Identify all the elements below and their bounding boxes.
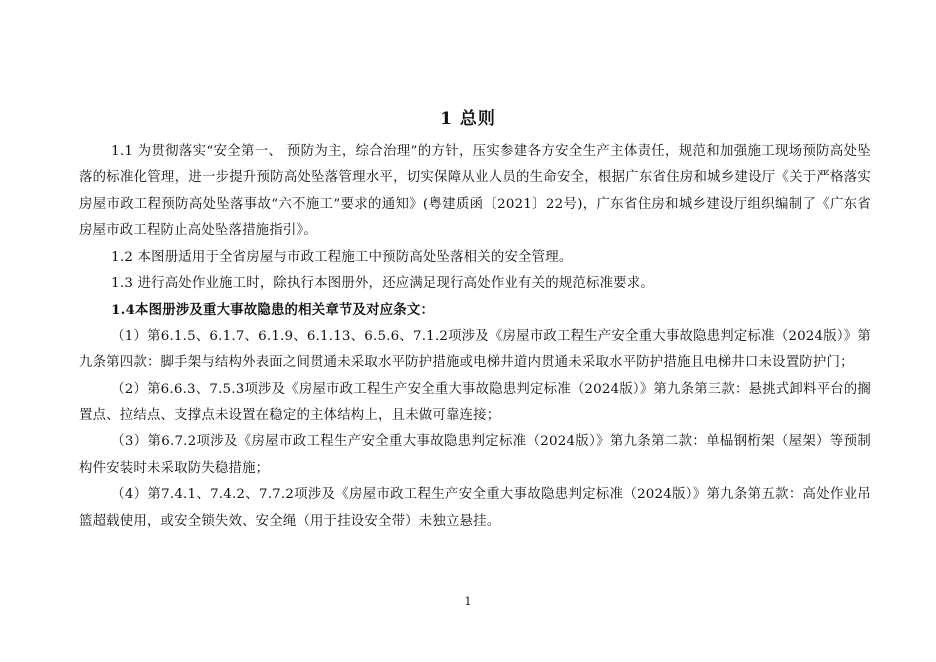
list-item-2: （2）第6.6.3、7.5.3项涉及《房屋市政工程生产安全重大事故隐患判定标准（2024版）》第九条第三款：悬挑式卸料平台的搁置点、拉结点、支撑点未设置在稳定的主体结构上，且未做可靠连接； <box>79 381 871 424</box>
section-title: 1 总则 <box>440 109 496 129</box>
list-item-1: （1）第6.1.5、6.1.7、6.1.9、6.1.13、6.5.6、7.1.2项涉及《房屋市政工程生产安全重大事故隐患判定标准（2024版）》第九条第四款：脚手架与结构外表面之间贯通未采取水平防护措施或电梯井道内贯通未采取水平防护措施且电梯井口未设置防护门； <box>79 328 871 371</box>
paragraph-1-4-heading: 1.4本图册涉及重大事故隐患的相关章节及对应条文： <box>111 302 435 319</box>
paragraph-1-2: 1.2 本图册适用于全省房屋与市政工程施工中预防高处坠落相关的安全管理。 <box>111 249 573 265</box>
paragraph-1-3: 1.3 进行高处作业施工时，除执行本图册外，还应满足现行高处作业有关的规范标准要求。 <box>111 276 654 292</box>
list-item-3: （3）第6.7.2项涉及《房屋市政工程生产安全重大事故隐患判定标准（2024版）》第九条第二款：单榀钢桁架（屋架）等预制构件安装时未采取防失稳措施； <box>79 434 871 476</box>
paragraph-1-1: 1.1 为贯彻落实“安全第一、 预防为主，综合治理”的方针，压实参建各方安全生产主体责任，规范和加强施工现场预防高处坠落的标准化管理，进一步提升预防高处坠落管理水平，切实保障从业人员的生命安全，根据广东省住房和城乡建设厅《关于严格落实房屋市政工程预防高处坠落事故“六不施工”要求的通知》(粤建质函〔2021〕22号)，广东省住房和城乡建设厅组织编制了《广东省房屋市政工程防止高处坠落措施指引》。 <box>79 144 871 239</box>
section-body <box>79 139 871 535</box>
list-item-4: （4）第7.4.1、7.4.2、7.7.2项涉及《房屋市政工程生产安全重大事故隐患判定标准（2024版）》第九条第五款：高处作业吊篮超载使用，或安全锁失效、安全绳（用于挂设安全带）未独立悬挂。 <box>79 487 871 529</box>
page-number: 1 <box>464 595 472 608</box>
